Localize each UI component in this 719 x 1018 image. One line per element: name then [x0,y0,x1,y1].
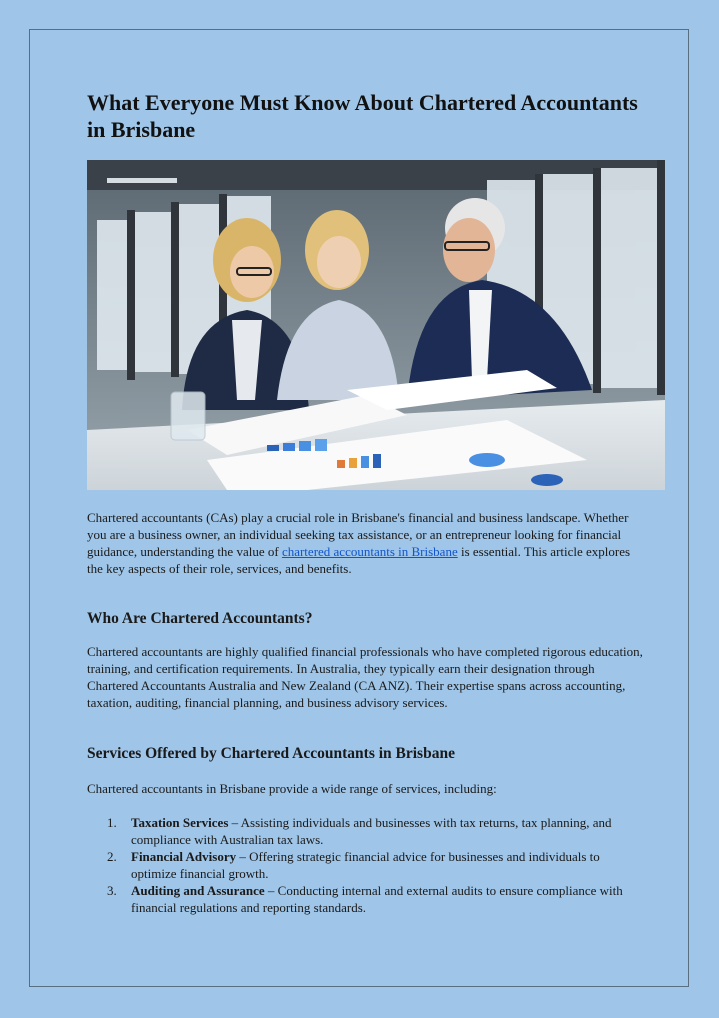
list-item [107,882,627,916]
section-heading-who: Who Are Chartered Accountants? [87,610,313,627]
list-desc: – Conducting internal and external audits to ensure compliance with financial regulations and reporting standards. [131,883,623,915]
services-intro: Chartered accountants in Brisbane provide a wide range of services, including: [87,781,497,796]
list-term: Taxation Services [131,815,229,830]
list-number: 3. [107,883,117,898]
list-number: 2. [107,849,117,864]
office-meeting-photo [87,160,665,490]
list-term: Auditing and Assurance [131,883,265,898]
intro-text-end: is essential. This article explores the key aspects of their role, services, and benefits. [87,544,631,576]
list-term: Financial Advisory [131,849,237,864]
intro-paragraph [87,509,647,577]
list-desc: – Assisting individuals and businesses with tax returns, tax planning, and compliance with Australian tax laws. [131,815,612,847]
list-item [107,848,627,882]
page-title: What Everyone Must Know About Chartered Accountants in Brisbane [87,90,638,142]
list-item [107,814,627,848]
intro-text: Chartered accountants (CAs) play a crucial role in Brisbane's financial and business landscape. Whether you are a business owner, an individual seeking tax assistance, or an entrepreneur looking for financial guidance, understanding the value of [87,510,629,559]
section-heading-services: Services Offered by Chartered Accountants in Brisbane [87,745,455,762]
chartered-accountants-link[interactable]: chartered accountants in Brisbane [281,544,458,559]
who-paragraph: Chartered accountants are highly qualified financial professionals who have completed rigorous education, training, and certification requirements. In Australia, they typically earn their designation through Chartered Accountants Australia and New Zealand (CA ANZ). Their expertise spans across accounting, taxation, auditing, financial planning, and business advisory services. [87,644,643,710]
list-number: 1. [107,815,117,830]
list-desc: – Offering strategic financial advice for businesses and individuals to optimize financial growth. [131,849,600,881]
services-list [107,814,627,916]
